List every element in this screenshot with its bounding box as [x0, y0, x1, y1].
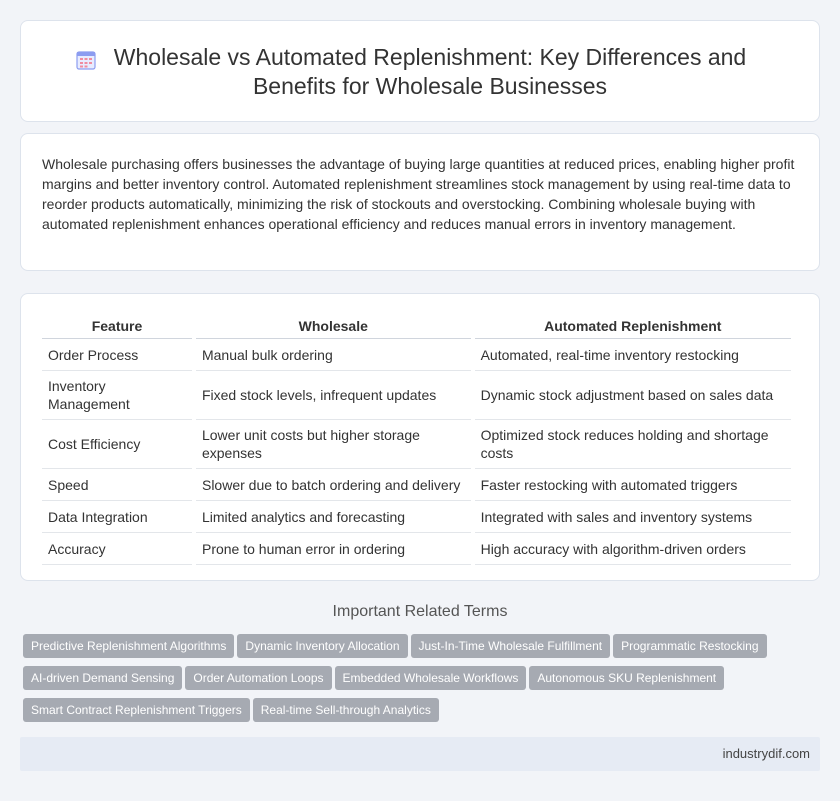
table-row: [42, 533, 791, 565]
table-row: [42, 420, 791, 469]
related-term-tag[interactable]: Just-In-Time Wholesale Fulfillment: [411, 634, 611, 658]
related-term-tag[interactable]: Programmatic Restocking: [613, 634, 766, 658]
table-cell: Slower due to batch ordering and delivery: [196, 469, 471, 501]
related-term-tag[interactable]: Smart Contract Replenishment Triggers: [23, 698, 250, 722]
related-term-tag[interactable]: Order Automation Loops: [185, 666, 331, 690]
related-term-tag[interactable]: Dynamic Inventory Allocation: [237, 634, 407, 658]
table-cell: Accuracy: [42, 533, 192, 565]
table-cell: High accuracy with algorithm-driven orders: [475, 533, 791, 565]
table-row: [42, 371, 791, 420]
table-cell: Data Integration: [42, 501, 192, 533]
related-term-tag[interactable]: Autonomous SKU Replenishment: [529, 666, 724, 690]
table-cell: Automated, real-time inventory restocking: [475, 339, 791, 371]
table-cell: Fixed stock levels, infrequent updates: [196, 371, 471, 420]
comparison-table: [38, 316, 795, 565]
footer: [20, 737, 820, 771]
table-cell: Limited analytics and forecasting: [196, 501, 471, 533]
table-cell: Order Process: [42, 339, 192, 371]
header-feature: Feature: [42, 316, 192, 339]
table-cell: Faster restocking with automated triggers: [475, 469, 791, 501]
table-cell: Integrated with sales and inventory systems: [475, 501, 791, 533]
table-cell: Optimized stock reduces holding and shortage costs: [475, 420, 791, 469]
related-term-tag[interactable]: Embedded Wholesale Workflows: [335, 666, 527, 690]
related-terms-title: Important Related Terms: [332, 603, 508, 620]
table-row: [42, 501, 791, 533]
intro-text: Wholesale purchasing offers businesses the advantage of buying large quantities at reduced prices, enabling higher profit margins and better inventory control. Automated replenishment streamlines stock management by using real-time data to reorder products automatically, minimizing the risk of stockouts and overstocking. Combining wholesale buying with automated replenishment enhances operational efficiency and reduces manual errors in inventory management.: [42, 156, 795, 232]
table-row: [42, 339, 791, 371]
table-cell: Cost Efficiency: [42, 420, 192, 469]
header-wholesale: Wholesale: [196, 316, 471, 339]
header-automated: Automated Replenishment: [475, 316, 791, 339]
comparison-card: [20, 293, 820, 581]
table-cell: Lower unit costs but higher storage expenses: [196, 420, 471, 469]
table-cell: Prone to human error in ordering: [196, 533, 471, 565]
intro-card: [20, 133, 820, 271]
related-term-tag[interactable]: AI-driven Demand Sensing: [23, 666, 182, 690]
footer-site[interactable]: industrydif.com: [722, 746, 810, 761]
page-title: Wholesale vs Automated Replenishment: Key Differences and Benefits for Wholesale Businesses: [113, 44, 747, 99]
related-terms-tags: [23, 634, 823, 730]
table-cell: Manual bulk ordering: [196, 339, 471, 371]
table-row: [42, 469, 791, 501]
table-cell: Speed: [42, 469, 192, 501]
table-cell: Dynamic stock adjustment based on sales data: [475, 371, 791, 420]
table-header-row: [42, 316, 791, 339]
related-term-tag[interactable]: Real-time Sell-through Analytics: [253, 698, 439, 722]
related-term-tag[interactable]: Predictive Replenishment Algorithms: [23, 634, 234, 658]
table-cell: Inventory Management: [42, 371, 192, 420]
title-card: [20, 20, 820, 122]
